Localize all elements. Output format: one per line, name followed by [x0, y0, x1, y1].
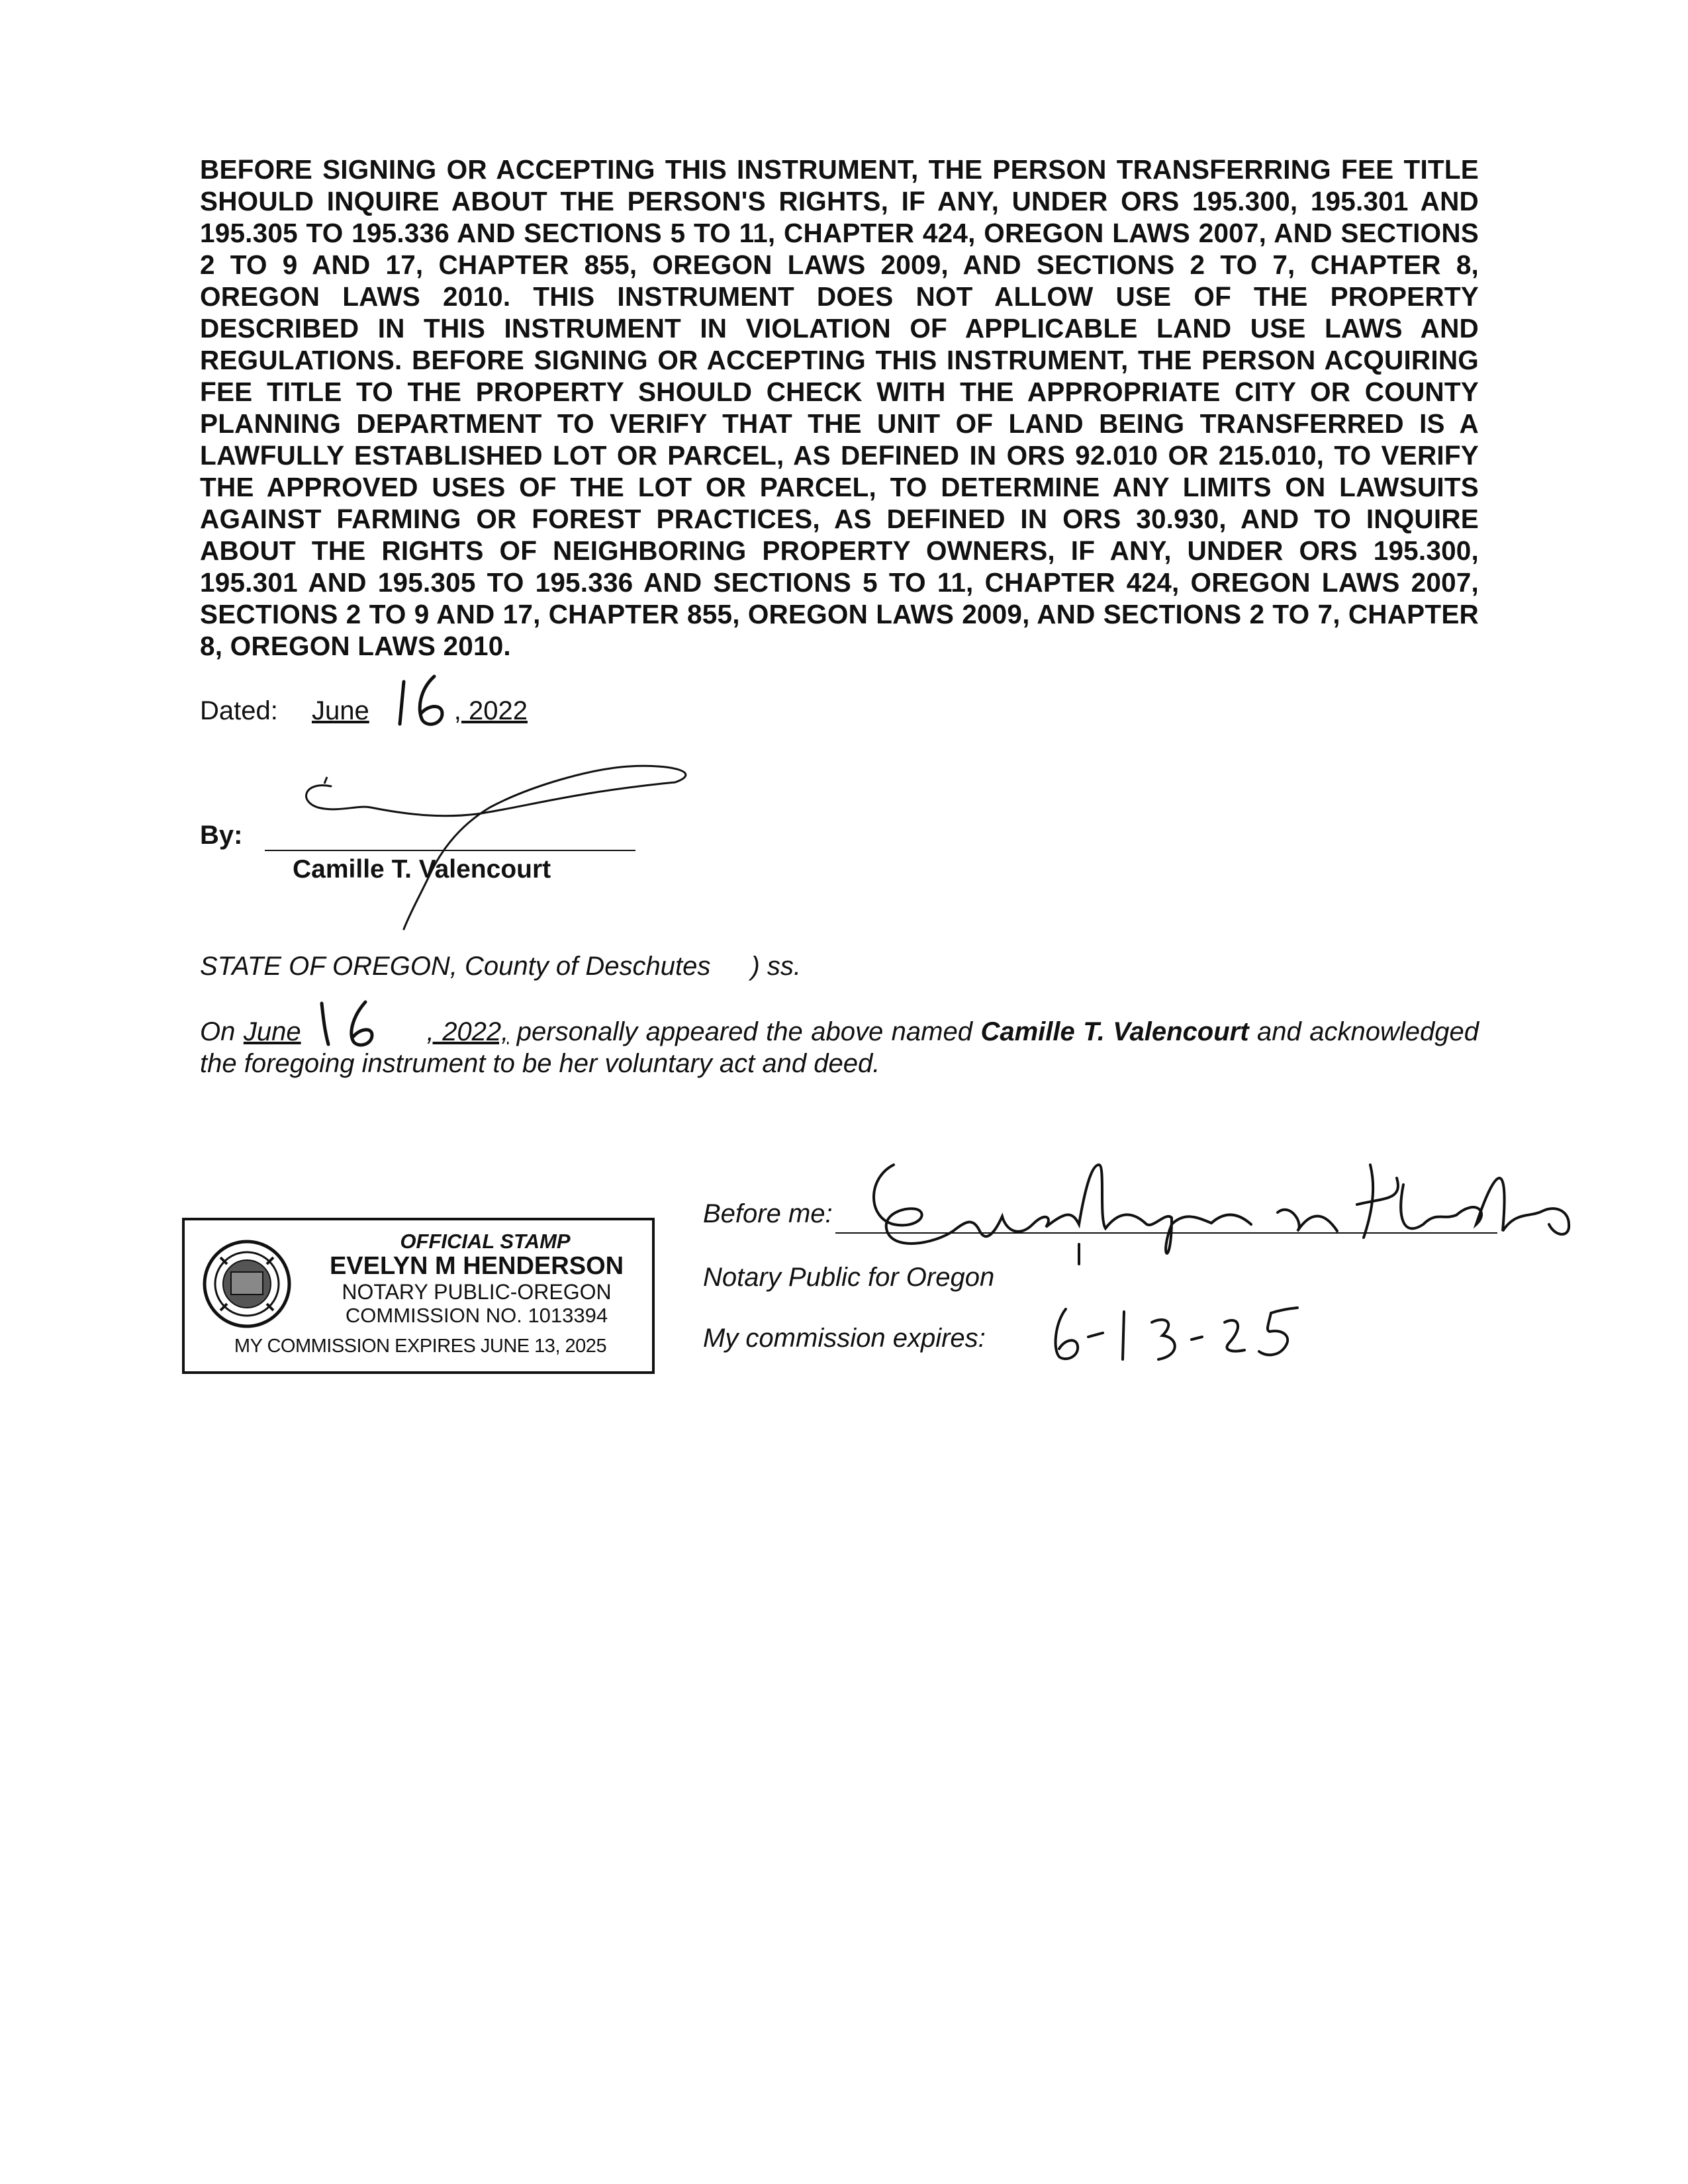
notary-stamp	[182, 1218, 652, 1371]
by-label: By:	[200, 821, 243, 850]
ack-on: On	[200, 1017, 236, 1046]
dated-year: , 2022	[453, 696, 528, 725]
signer-name: Camille T. Valencourt	[293, 855, 551, 884]
ack-name: Camille T. Valencourt	[980, 1017, 1249, 1046]
dated-line	[200, 696, 528, 726]
stamp-title: OFFICIAL STAMP	[400, 1230, 571, 1253]
venue-line	[200, 952, 801, 981]
ack-month: June	[243, 1017, 301, 1046]
stamp-commission-number: COMMISSION NO. 1013394	[345, 1304, 608, 1327]
venue-ss: ) ss.	[751, 952, 802, 981]
dated-label: Dated:	[200, 696, 278, 725]
before-me-label: Before me:	[703, 1199, 833, 1228]
ack-year: , 2022,	[426, 1017, 509, 1046]
ack-text2: and acknowledged the foregoing instrument to be her voluntary act and deed.	[200, 1017, 1479, 1078]
stamp-notary-name: EVELYN M HENDERSON	[329, 1252, 624, 1280]
notary-title: Notary Public for Oregon	[703, 1263, 995, 1292]
signer-signature	[278, 747, 702, 945]
signature-line	[265, 850, 635, 851]
commission-expires-label: My commission expires:	[703, 1324, 986, 1353]
dated-month: June	[311, 696, 369, 725]
ack-day-handwriting	[310, 995, 402, 1048]
state-seal-icon	[201, 1238, 293, 1330]
stamp-expiration: MY COMMISSION EXPIRES JUNE 13, 2025	[234, 1336, 607, 1357]
disclaimer-paragraph: BEFORE SIGNING OR ACCEPTING THIS INSTRUMENT, THE PERSON TRANSFERRING FEE TITLE SHOULD INQUIRE ABOUT THE PERSON'S RIGHTS, IF ANY, UNDER ORS 195.300, 195.301 AND 195.305 TO 195.336 AND SECTIONS 5 TO 11, CHAPTER 424, OREGON LAWS 2007, AND SECTIONS 2 TO 9 AND 17, CHAPTER 855, OREGON LAWS 2009, AND SECTIONS 2 TO 7, CHAPTER 8, OREGON LAWS 2010. THIS INSTRUMENT DOES NOT ALLOW USE OF THE PROPERTY DESCRIBED IN THIS INSTRUMENT IN VIOLATION OF APPLICABLE LAND USE LAWS AND REGULATIONS. BEFORE SIGNING OR ACCEPTING THIS INSTRUMENT, THE PERSON ACQUIRING FEE TITLE TO THE PROPERTY SHOULD CHECK WITH THE APPROPRIATE CITY OR COUNTY PLANNING DEPARTMENT TO VERIFY THAT THE UNIT OF LAND BEING TRANSFERRED IS A LAWFULLY ESTABLISHED LOT OR PARCEL, AS DEFINED IN ORS 92.010 OR 215.010, TO VERIFY THE APPROVED USES OF THE LOT OR PARCEL, TO DETERMINE ANY LIMITS ON LAWSUITS AGAINST FARMING OR FOREST PRACTICES, AS DEFINED IN ORS 30.930, AND TO INQUIRE ABOUT THE RIGHTS OF NEIGHBORING PROPERTY OWNERS, IF ANY, UNDER ORS 195.300, 195.301 AND 195.305 TO 195.336 AND SECTIONS 5 TO 11, CHAPTER 424, OREGON LAWS 2007, SECTIONS 2 TO 9 AND 17, CHAPTER 855, OREGON LAWS 2009, AND SECTIONS 2 TO 7, CHAPTER 8, OREGON LAWS 2010.	[200, 154, 1479, 661]
commission-expires-handwriting	[1046, 1296, 1324, 1369]
venue-state: STATE OF OREGON, County of Deschutes	[200, 952, 711, 981]
stamp-notary-public: NOTARY PUBLIC-OREGON	[342, 1280, 612, 1304]
dated-day-handwriting	[391, 670, 470, 729]
ack-text1: personally appeared the above named	[516, 1017, 972, 1046]
notary-signature	[854, 1138, 1575, 1271]
